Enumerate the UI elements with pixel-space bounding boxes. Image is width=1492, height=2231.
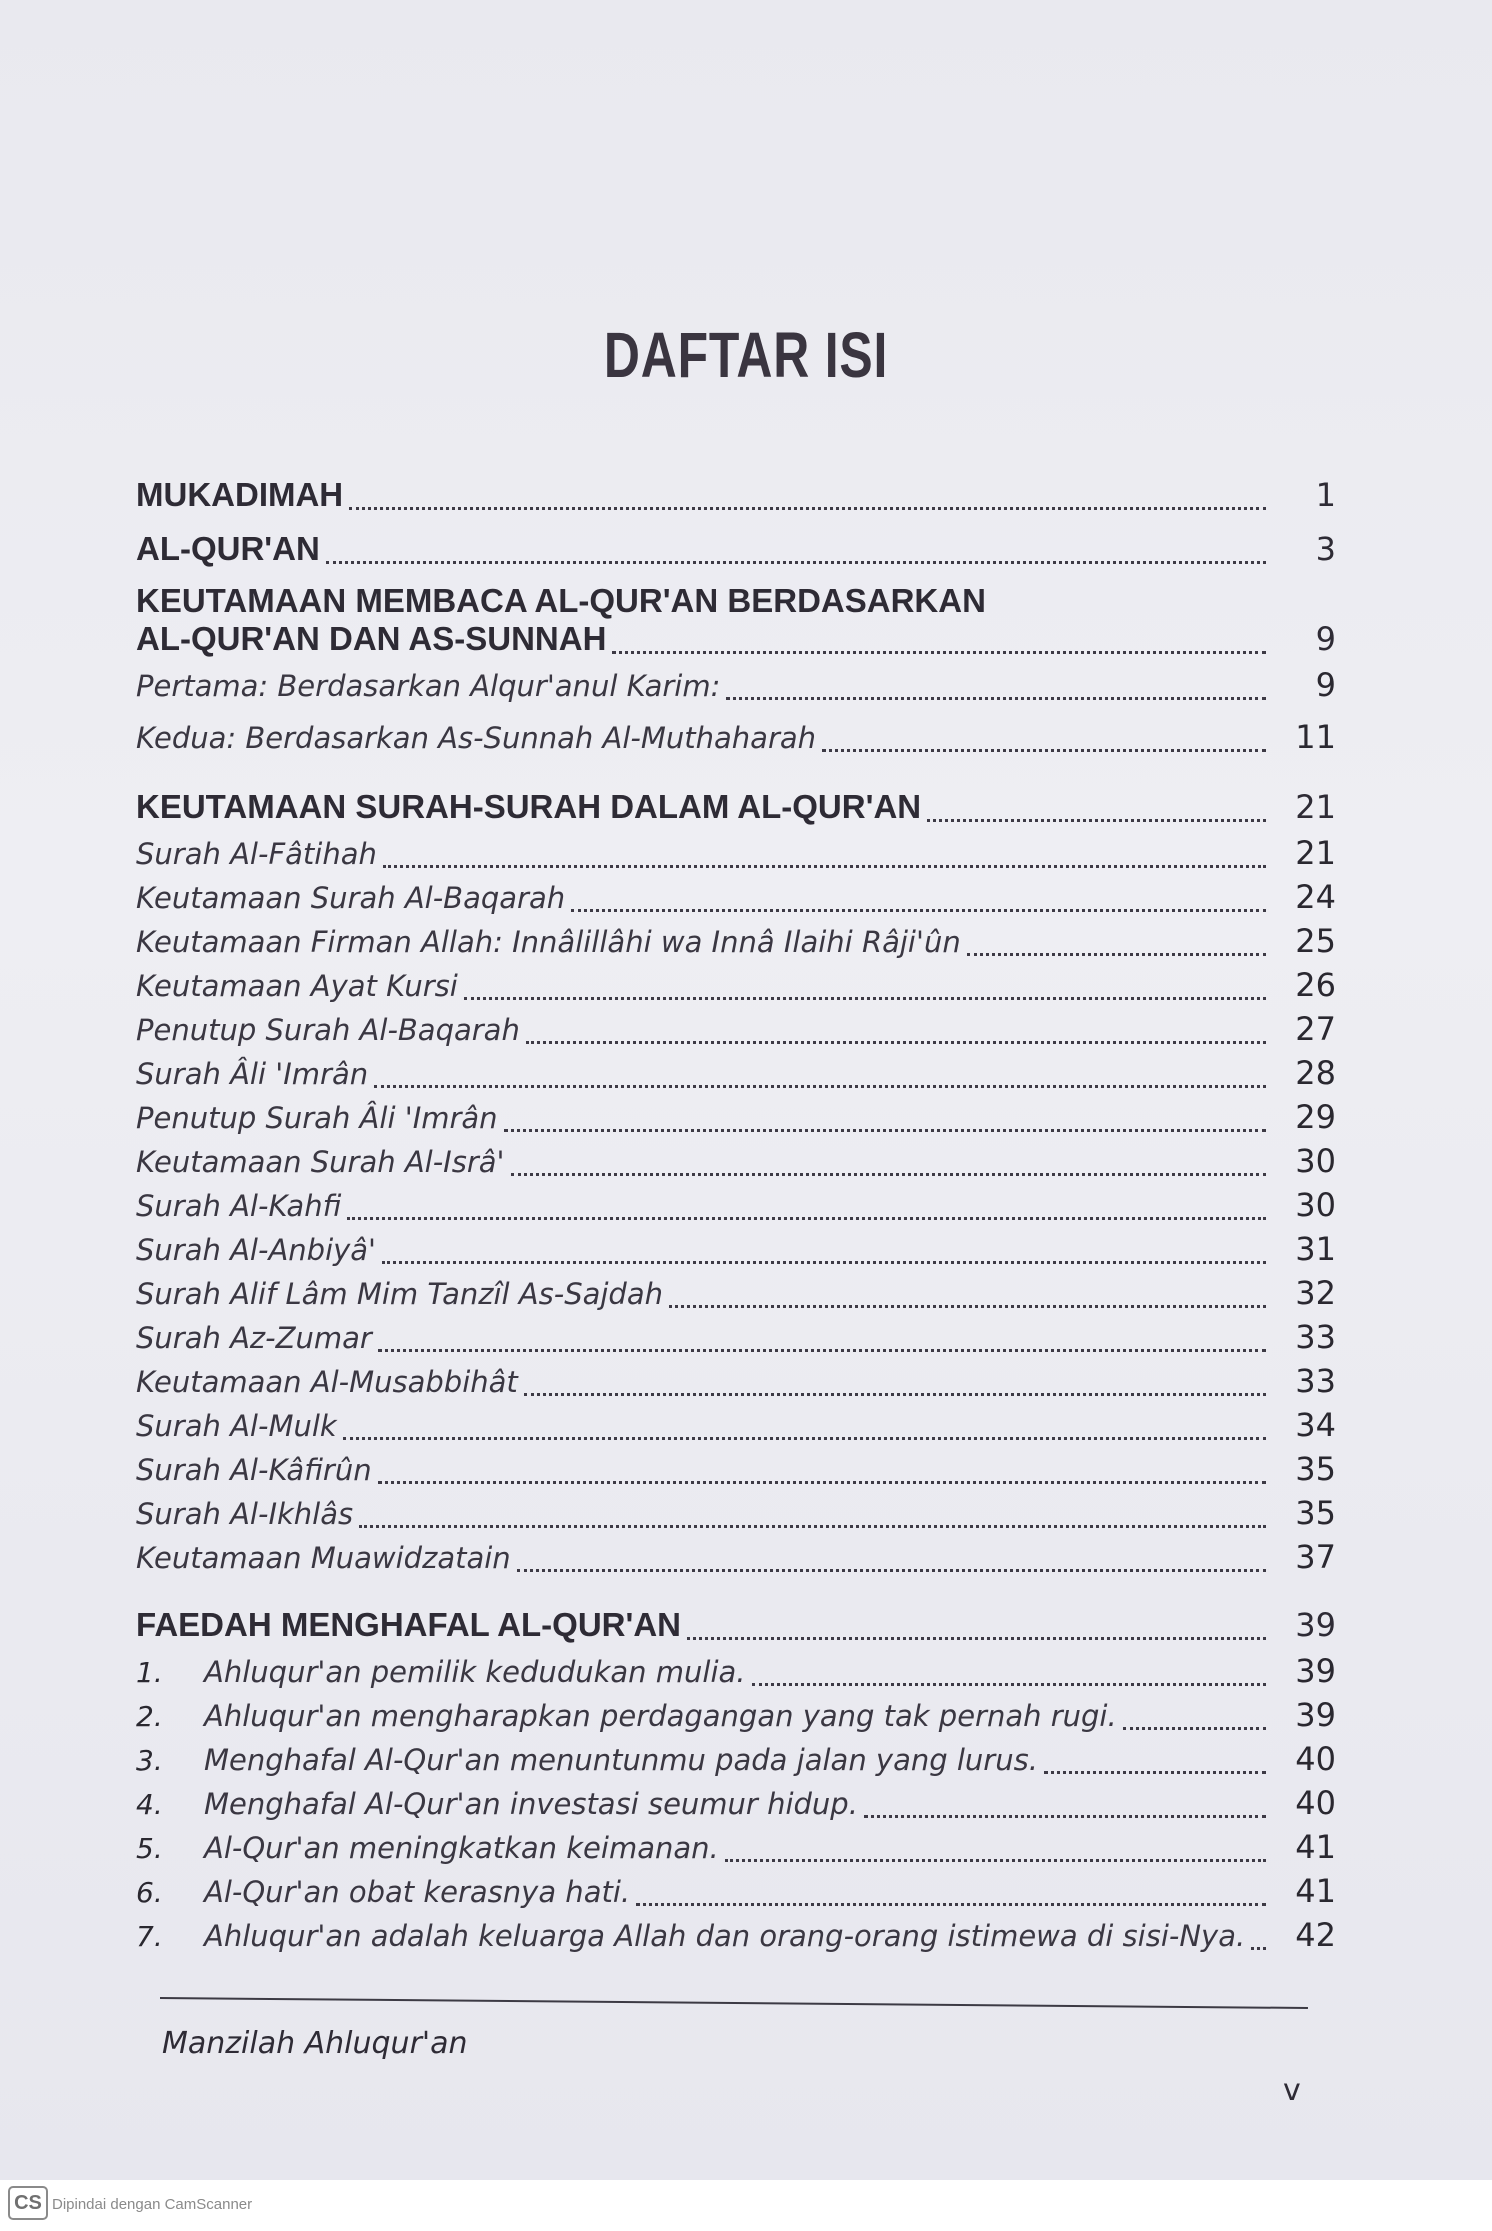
toc-page-number: 26	[1295, 966, 1336, 1004]
dot-leader	[511, 1172, 1266, 1176]
toc-label: Surah Al-Mulk	[136, 1409, 337, 1443]
toc-page-number: 21	[1295, 834, 1336, 872]
toc-label: Menghafal Al-Qur'an menuntunmu pada jalan yang lurus.	[204, 1743, 1038, 1777]
toc-entry	[136, 718, 1336, 762]
toc-page-number: 29	[1295, 1098, 1336, 1136]
toc-label: MUKADIMAH	[136, 476, 344, 513]
toc-entry	[136, 1318, 1336, 1362]
toc-item-number: 4.	[136, 1788, 163, 1821]
toc-page-number: 3	[1315, 530, 1336, 568]
toc-section-keutamaan-membaca-line2	[136, 620, 1336, 664]
toc-numbered-entry	[136, 1652, 1336, 1696]
dot-leader	[967, 952, 1266, 956]
dot-leader	[927, 818, 1266, 822]
dot-leader	[752, 1682, 1267, 1686]
toc-page-number: 25	[1295, 922, 1336, 960]
dot-leader	[669, 1304, 1266, 1308]
toc-page-number: 33	[1295, 1318, 1336, 1356]
toc-entry	[136, 1494, 1336, 1538]
toc-section-faedah	[136, 1606, 1336, 1650]
dot-leader	[349, 506, 1266, 510]
toc-numbered-entry	[136, 1740, 1336, 1784]
dot-leader	[571, 908, 1266, 912]
toc-label: AL-QUR'AN	[136, 530, 320, 567]
dot-leader	[726, 696, 1266, 700]
toc-entry	[136, 878, 1336, 922]
toc-label: AL-QUR'AN DAN AS-SUNNAH	[136, 620, 607, 657]
toc-label: Surah Al-Fâtihah	[136, 837, 377, 871]
toc-numbered-entry	[136, 1784, 1336, 1828]
toc-label: Penutup Surah Al-Baqarah	[136, 1013, 520, 1047]
dot-leader	[378, 1348, 1266, 1352]
toc-label: Penutup Surah Âli 'Imrân	[136, 1101, 498, 1135]
toc-section-keutamaan-surah	[136, 788, 1336, 832]
toc-entry	[136, 1186, 1336, 1230]
dot-leader	[359, 1524, 1266, 1528]
toc-page-number: 24	[1295, 878, 1336, 916]
table-of-contents	[136, 476, 1336, 1954]
dot-leader	[374, 1084, 1266, 1088]
toc-page-number: 40	[1295, 1740, 1336, 1778]
toc-page-number: 40	[1295, 1784, 1336, 1822]
dot-leader	[464, 996, 1266, 1000]
toc-label: Surah Az-Zumar	[136, 1321, 372, 1355]
dot-leader	[517, 1568, 1266, 1572]
toc-section-alquran	[136, 530, 1336, 574]
toc-label: Ahluqur'an pemilik kedudukan mulia.	[204, 1655, 746, 1689]
dot-leader	[347, 1216, 1266, 1220]
toc-page-number: 30	[1295, 1142, 1336, 1180]
dot-leader	[636, 1902, 1266, 1906]
toc-entry	[136, 1098, 1336, 1142]
dot-leader	[1251, 1946, 1266, 1950]
toc-entry	[136, 1230, 1336, 1274]
toc-page-number: 32	[1295, 1274, 1336, 1312]
toc-page-number: 37	[1295, 1538, 1336, 1576]
dot-leader	[864, 1814, 1266, 1818]
toc-item-number: 3.	[136, 1744, 163, 1777]
toc-entry	[136, 1406, 1336, 1450]
toc-page-number: 41	[1295, 1828, 1336, 1866]
footer-rule	[160, 1997, 1308, 2009]
toc-label: Surah Al-Anbiyâ'	[136, 1233, 377, 1267]
toc-section-keutamaan-membaca-line1	[136, 582, 1336, 622]
dot-leader	[524, 1392, 1266, 1396]
dot-leader	[1123, 1726, 1266, 1730]
toc-label: Keutamaan Muawidzatain	[136, 1541, 511, 1575]
dot-leader	[687, 1636, 1266, 1640]
toc-entry	[136, 1538, 1336, 1582]
toc-item-number: 5.	[136, 1832, 163, 1865]
dot-leader	[725, 1858, 1266, 1862]
toc-page-number: 33	[1295, 1362, 1336, 1400]
toc-entry	[136, 1010, 1336, 1054]
toc-entry	[136, 1142, 1336, 1186]
dot-leader	[822, 748, 1266, 752]
toc-page-number: 34	[1295, 1406, 1336, 1444]
toc-entry	[136, 1450, 1336, 1494]
running-footer-title: Manzilah Ahluqur'an	[162, 2026, 468, 2061]
toc-entry	[136, 922, 1336, 966]
toc-page-number: 28	[1295, 1054, 1336, 1092]
toc-item-number: 6.	[136, 1876, 163, 1909]
dot-leader	[383, 864, 1266, 868]
dot-leader	[526, 1040, 1266, 1044]
toc-label: Keutamaan Firman Allah: Innâlillâhi wa Innâ Ilaihi Râji'ûn	[136, 925, 961, 959]
toc-label: Keutamaan Ayat Kursi	[136, 969, 458, 1003]
toc-label: Surah Âli 'Imrân	[136, 1057, 369, 1091]
dot-leader	[382, 1260, 1266, 1264]
toc-numbered-entry	[136, 1872, 1336, 1916]
toc-page-number: 35	[1295, 1494, 1336, 1532]
toc-page-number: 1	[1315, 476, 1336, 514]
toc-label: Surah Alif Lâm Mim Tanzîl As-Sajdah	[136, 1277, 663, 1311]
dot-leader	[504, 1128, 1266, 1132]
toc-label: Al-Qur'an meningkatkan keimanan.	[204, 1831, 719, 1865]
toc-page-number: 21	[1295, 788, 1336, 826]
dot-leader	[378, 1480, 1266, 1484]
toc-label: Pertama: Berdasarkan Alqur'anul Karim:	[136, 669, 721, 703]
toc-label: Surah Al-Kâfirûn	[136, 1453, 372, 1487]
toc-page-number: 42	[1295, 1916, 1336, 1954]
toc-page-number: 9	[1315, 620, 1336, 658]
toc-entry	[136, 1362, 1336, 1406]
camscanner-logo-icon: CS	[8, 2186, 48, 2220]
toc-numbered-entry	[136, 1916, 1336, 1960]
toc-label: Ahluqur'an mengharapkan perdagangan yang tak pernah rugi.	[204, 1699, 1117, 1733]
toc-label: Al-Qur'an obat kerasnya hati.	[204, 1875, 631, 1909]
toc-item-number: 7.	[136, 1920, 163, 1953]
toc-label: Menghafal Al-Qur'an investasi seumur hidup.	[204, 1787, 858, 1821]
toc-entry	[136, 666, 1336, 710]
toc-page-number: 30	[1295, 1186, 1336, 1224]
toc-item-number: 2.	[136, 1700, 163, 1733]
toc-page-number: 11	[1295, 718, 1336, 756]
toc-page-number: 41	[1295, 1872, 1336, 1910]
toc-label: FAEDAH MENGHAFAL AL-QUR'AN	[136, 1606, 681, 1643]
dot-leader	[326, 560, 1266, 564]
toc-numbered-entry	[136, 1828, 1336, 1872]
toc-numbered-entry	[136, 1696, 1336, 1740]
dot-leader	[1044, 1770, 1266, 1774]
toc-entry	[136, 1054, 1336, 1098]
dot-leader	[612, 650, 1266, 654]
dot-leader	[343, 1436, 1266, 1440]
toc-label: Surah Al-Kahfi	[136, 1189, 342, 1223]
toc-page-number: 39	[1295, 1696, 1336, 1734]
toc-section-mukadimah	[136, 476, 1336, 520]
toc-label: KEUTAMAAN MEMBACA AL-QUR'AN BERDASARKAN	[136, 582, 986, 619]
toc-label: KEUTAMAAN SURAH-SURAH DALAM AL-QUR'AN	[136, 788, 922, 825]
toc-label: Kedua: Berdasarkan As-Sunnah Al-Muthaharah	[136, 721, 817, 755]
toc-label: Ahluqur'an adalah keluarga Allah dan orang-orang istimewa di sisi-Nya.	[204, 1919, 1246, 1953]
toc-label: Keutamaan Surah Al-Baqarah	[136, 881, 566, 915]
toc-label: Keutamaan Surah Al-Isrâ'	[136, 1145, 505, 1179]
toc-entry	[136, 834, 1336, 878]
toc-entry	[136, 1274, 1336, 1318]
toc-label: Surah Al-Ikhlâs	[136, 1497, 354, 1531]
toc-page-number: 39	[1295, 1652, 1336, 1690]
toc-page-number: 39	[1295, 1606, 1336, 1644]
page-number: v	[1283, 2073, 1301, 2108]
toc-page-number: 31	[1295, 1230, 1336, 1268]
toc-item-number: 1.	[136, 1656, 163, 1689]
toc-page-number: 9	[1315, 666, 1336, 704]
toc-label: Keutamaan Al-Musabbihât	[136, 1365, 518, 1399]
page-title: DAFTAR ISI	[603, 319, 889, 391]
toc-page-number: 35	[1295, 1450, 1336, 1488]
toc-entry	[136, 966, 1336, 1010]
scanner-watermark-text: Dipindai dengan CamScanner	[52, 2196, 253, 2213]
toc-page-number: 27	[1295, 1010, 1336, 1048]
